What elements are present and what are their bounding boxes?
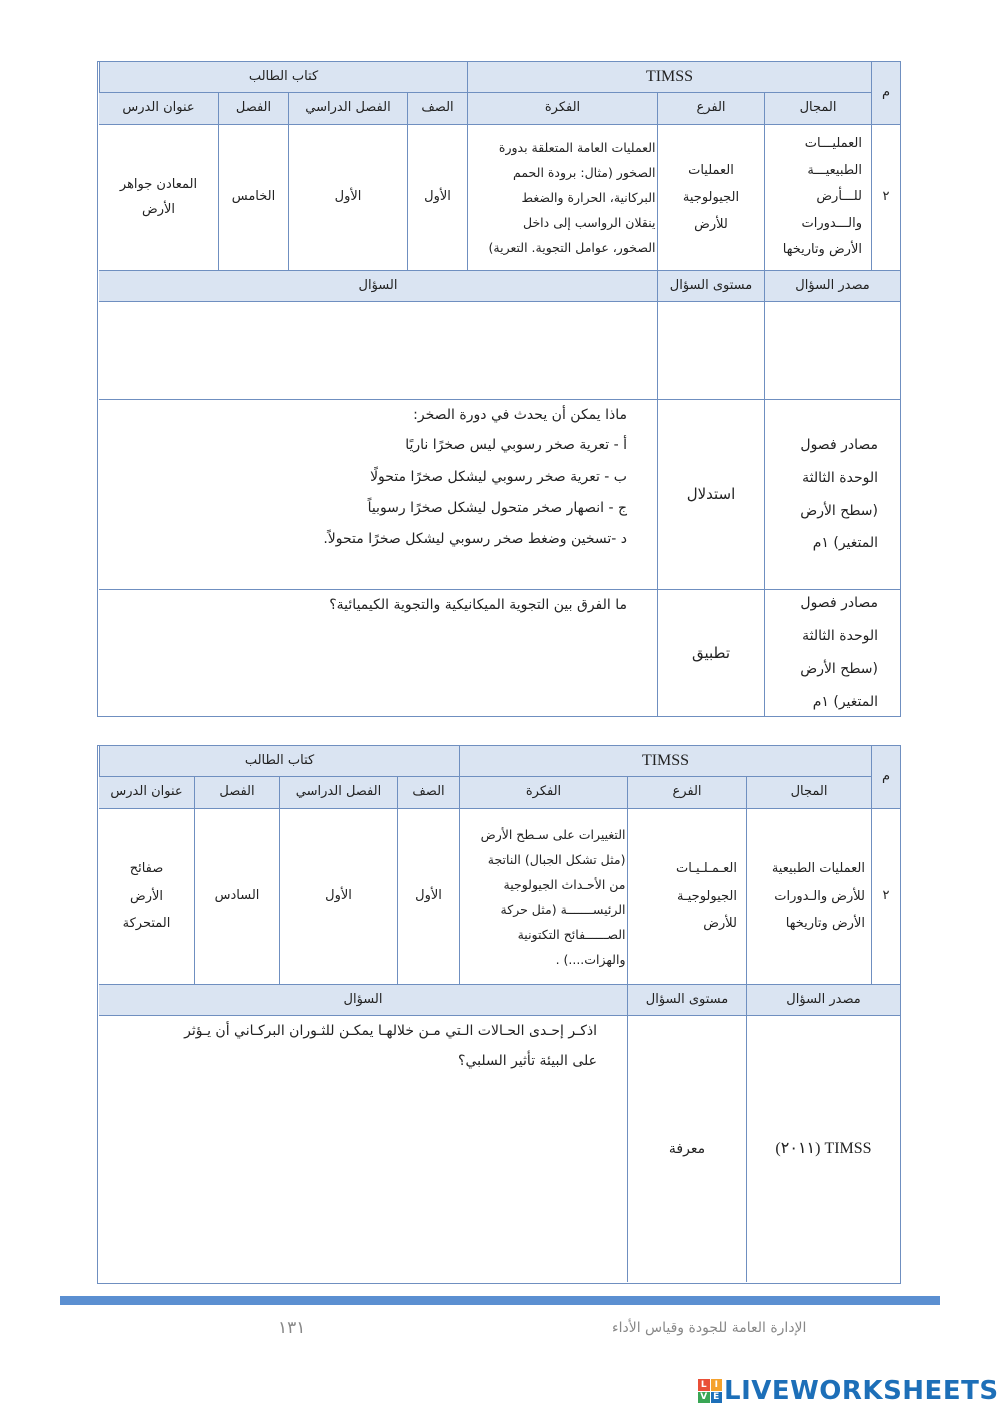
q1-option-b[interactable]: ب - تعرية صخر رسوبي ليشكل صخرًا متحولًا [370,469,627,485]
branch-header: الفرع [627,777,746,809]
empty-source-cell [764,302,900,400]
question-header: السؤال [99,271,657,302]
domain-cell: العمليـــات الطبيعيـــة للـــأرض والـــدورات الأرض وتاريخها [764,125,871,271]
grade-header: الصف [407,93,467,125]
idea-header: الفكرة [467,93,657,125]
footer-text: الإدارة العامة للجودة وقياس الأداء [612,1320,807,1336]
q1-option-a[interactable]: أ - تعرية صخر رسوبي ليس صخرًا ناريًا [405,437,627,453]
q1-question-line-2[interactable]: على البيئة تأثير السلبي؟ [458,1053,597,1069]
chapter-cell: السادس [194,809,279,985]
q1-option-d[interactable]: د -تسخين وضغط صخر رسوبي ليشكل صخرًا متحولاً. [323,531,627,547]
domain-header: المجال [746,777,871,809]
student-book-header: كتاب الطالب [99,746,459,777]
idea-header: الفكرة [459,777,627,809]
q1-option-c[interactable]: ج - انصهار صخر متحول ليشكل صخرًا رسوبياً [367,500,627,516]
logo-grid-icon: L I V E [698,1379,722,1403]
m-header: م [871,746,900,809]
q1-stem: ماذا يمكن أن يحدث في دورة الصخر: [413,407,627,423]
q1-question-cell [99,400,657,590]
semester-header: الفصل الدراسي [279,777,397,809]
domain-header: المجال [764,93,871,125]
lesson-title-header: عنوان الدرس [99,777,194,809]
branch-cell: العـمـلـيـات الجيولوجيـة للأرض [627,809,746,985]
chapter-header: الفصل [218,93,288,125]
branch-cell: العمليات الجيولوجية للأرض [657,125,764,271]
liveworksheets-logo [698,1376,999,1406]
lesson-title-cell: المعادن جواهر الأرض [99,125,218,271]
q1-level-cell: استدلال [657,400,764,590]
lesson-title-cell: صفائح الأرض المتحركة [99,809,194,985]
table-1 [97,61,901,717]
chapter-header: الفصل [194,777,279,809]
question-source-header: مصدر السؤال [746,985,900,1016]
q2-question-text[interactable]: ما الفرق بين التجوية الميكانيكية والتجوية الكيميائية؟ [329,597,627,613]
row-number: ٢ [871,125,900,271]
question-level-header: مستوى السؤال [657,271,764,302]
row-number: ٢ [871,809,900,985]
grade-header: الصف [397,777,459,809]
idea-cell: التغييرات على سـطح الأرض (مثل تشكل الجبال) الناتجة من الأحـداث الجيولوجية الرئيســـــــة (مثل حركة الصــــــفائح التكتونية والهزات....) . [459,809,627,985]
footer-bar [60,1296,940,1305]
chapter-cell: الخامس [218,125,288,271]
q1-source-cell: TIMSS (٢٠١١) [746,1016,900,1282]
semester-header: الفصل الدراسي [288,93,407,125]
q1-source-cell: مصادر فصول الوحدة الثالثة (سطح الأرض المتغير) ١م [764,400,900,590]
q2-source-cell: مصادر فصول الوحدة الثالثة (سطح الأرض المتغير) ١م [764,590,900,716]
question-level-header: مستوى السؤال [627,985,746,1016]
q1-level-cell: معرفة [627,1016,746,1282]
empty-question-cell [99,302,657,400]
timss-header: TIMSS [459,746,871,777]
m-header: م [871,62,900,125]
lesson-title-header: عنوان الدرس [99,93,218,125]
table-2 [97,745,901,1284]
empty-level-cell [657,302,764,400]
q2-level-cell: تطبيق [657,590,764,716]
semester-cell: الأول [279,809,397,985]
semester-cell: الأول [288,125,407,271]
branch-header: الفرع [657,93,764,125]
grade-cell: الأول [397,809,459,985]
grade-cell: الأول [407,125,467,271]
idea-cell: العمليات العامة المتعلقة بدورة الصخور (مثال: برودة الحمم البركانية، الحرارة والضغط ينقلان الرواسب إلى داخل الصخور، عوامل التجوية. التعرية) [467,125,657,271]
student-book-header: كتاب الطالب [99,62,467,93]
question-source-header: مصدر السؤال [764,271,900,302]
timss-header: TIMSS [467,62,871,93]
logo-text: LIVEWORKSHEETS [724,1376,999,1406]
domain-cell: العمليات الطبيعية للأرض والـدورات الأرض وتاريخها [746,809,871,985]
question-header: السؤال [99,985,627,1016]
q1-question-line-1[interactable]: اذكـر إحـدى الحـالات الـتي مـن خلالهـا يمكـن للثـوران البركـاني أن يـؤثر [184,1023,597,1039]
page-number: ١٣١ [278,1318,306,1338]
